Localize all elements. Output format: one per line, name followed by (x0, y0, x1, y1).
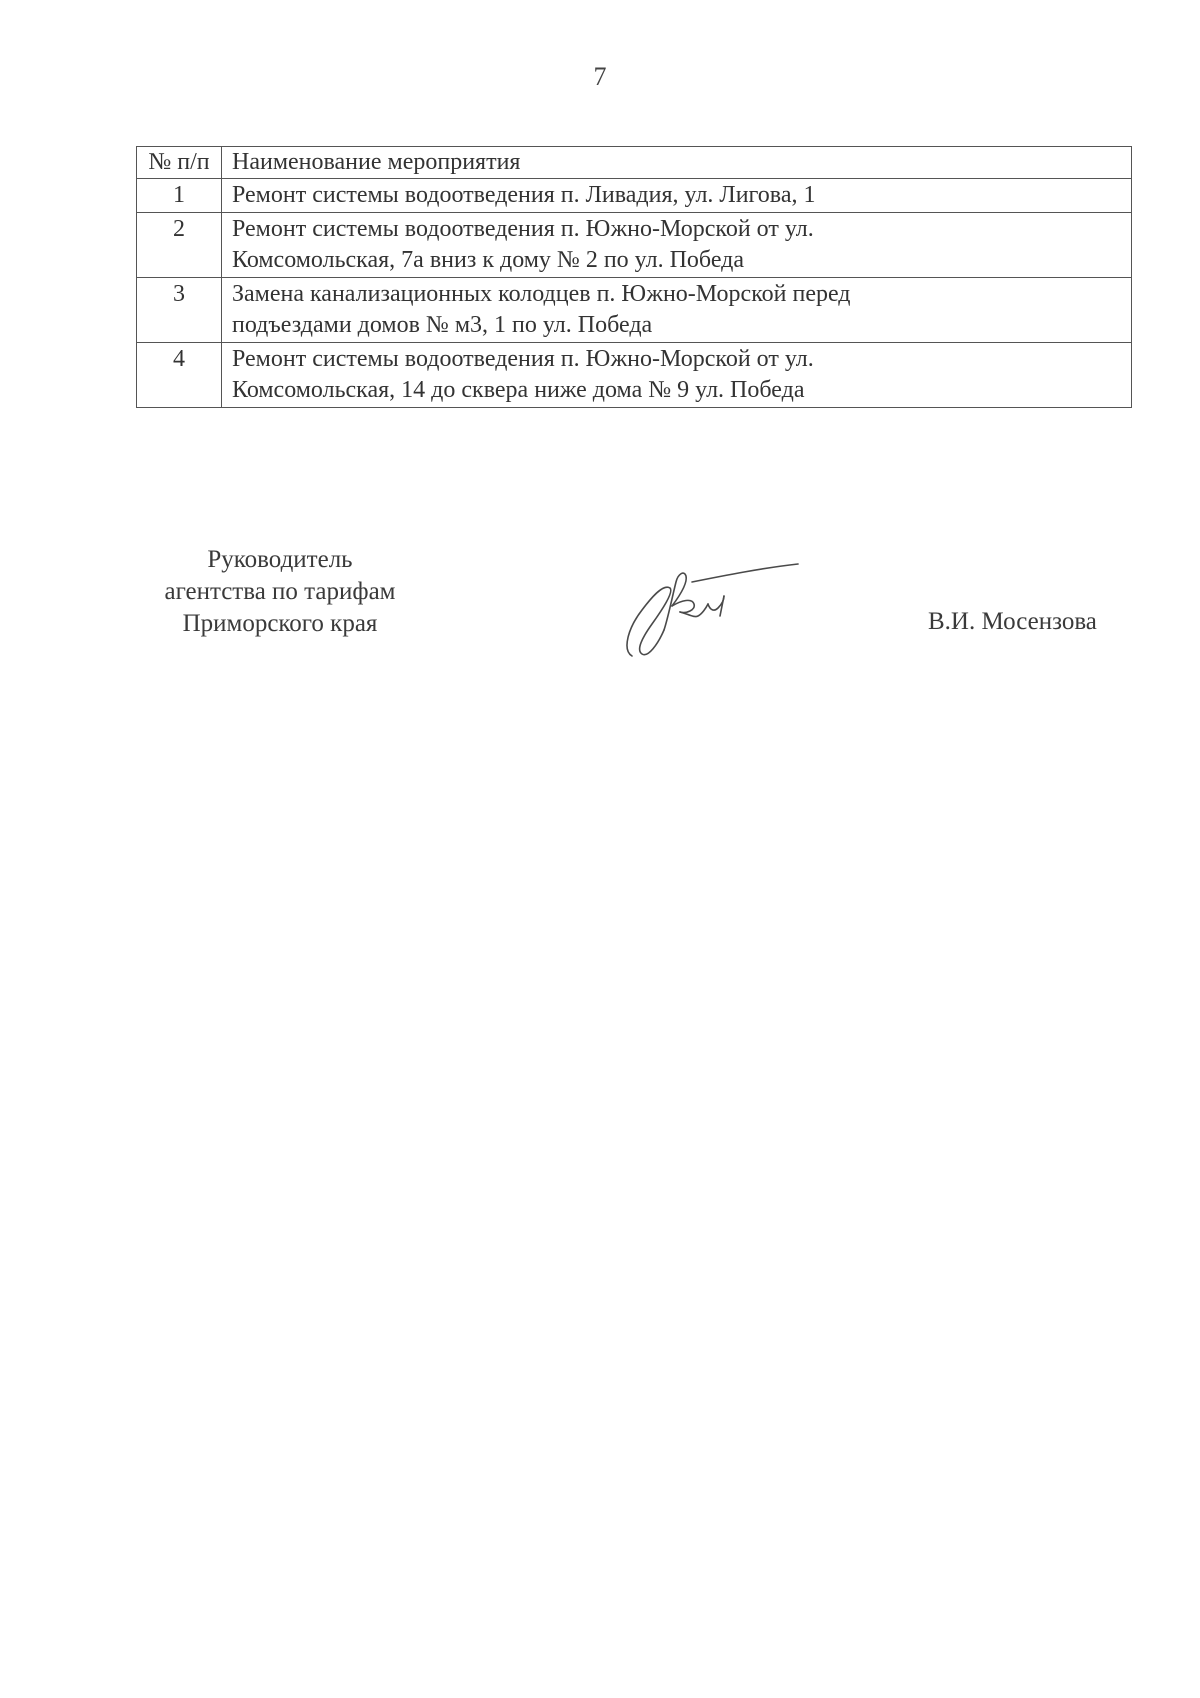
row-name (222, 179, 1132, 213)
row-name-line: Замена канализационных колодцев п. Южно-Морской перед (232, 281, 851, 307)
row-name-line: Ремонт системы водоотведения п. Южно-Морской от ул. (232, 216, 814, 242)
row-name (222, 278, 1132, 343)
row-number: 4 (137, 343, 222, 408)
row-name-line: Ремонт системы водоотведения п. Ливадия, ул. Лигова, 1 (232, 182, 816, 208)
row-name (222, 213, 1132, 278)
row-number: 2 (137, 213, 222, 278)
signatory-position-line: Руководитель (207, 546, 353, 573)
signatory-position (130, 544, 430, 640)
header-name: Наименование мероприятия (222, 147, 1132, 179)
signer-name: В.И. Мосензова (928, 608, 1097, 635)
measures-table (136, 146, 1132, 408)
table-row (137, 343, 1132, 408)
row-number: 1 (137, 179, 222, 213)
signatory-position-line: Приморского края (182, 610, 378, 637)
table-header-row (137, 147, 1132, 179)
header-number: № п/п (137, 147, 222, 179)
row-name-line: подъездами домов № м3, 1 по ул. Победа (232, 312, 653, 338)
row-name (222, 343, 1132, 408)
table-row (137, 278, 1132, 343)
table-row (137, 213, 1132, 278)
page-number: 7 (593, 62, 607, 91)
row-number: 3 (137, 278, 222, 343)
table-row (137, 179, 1132, 213)
row-name-line: Комсомольская, 7а вниз к дому № 2 по ул. Победа (232, 247, 745, 273)
handwritten-signature (612, 558, 812, 668)
row-name-line: Ремонт системы водоотведения п. Южно-Морской от ул. (232, 346, 814, 372)
row-name-line: Комсомольская, 14 до сквера ниже дома № 9 ул. Победа (232, 377, 805, 403)
signatory-position-line: агентства по тарифам (164, 578, 396, 605)
